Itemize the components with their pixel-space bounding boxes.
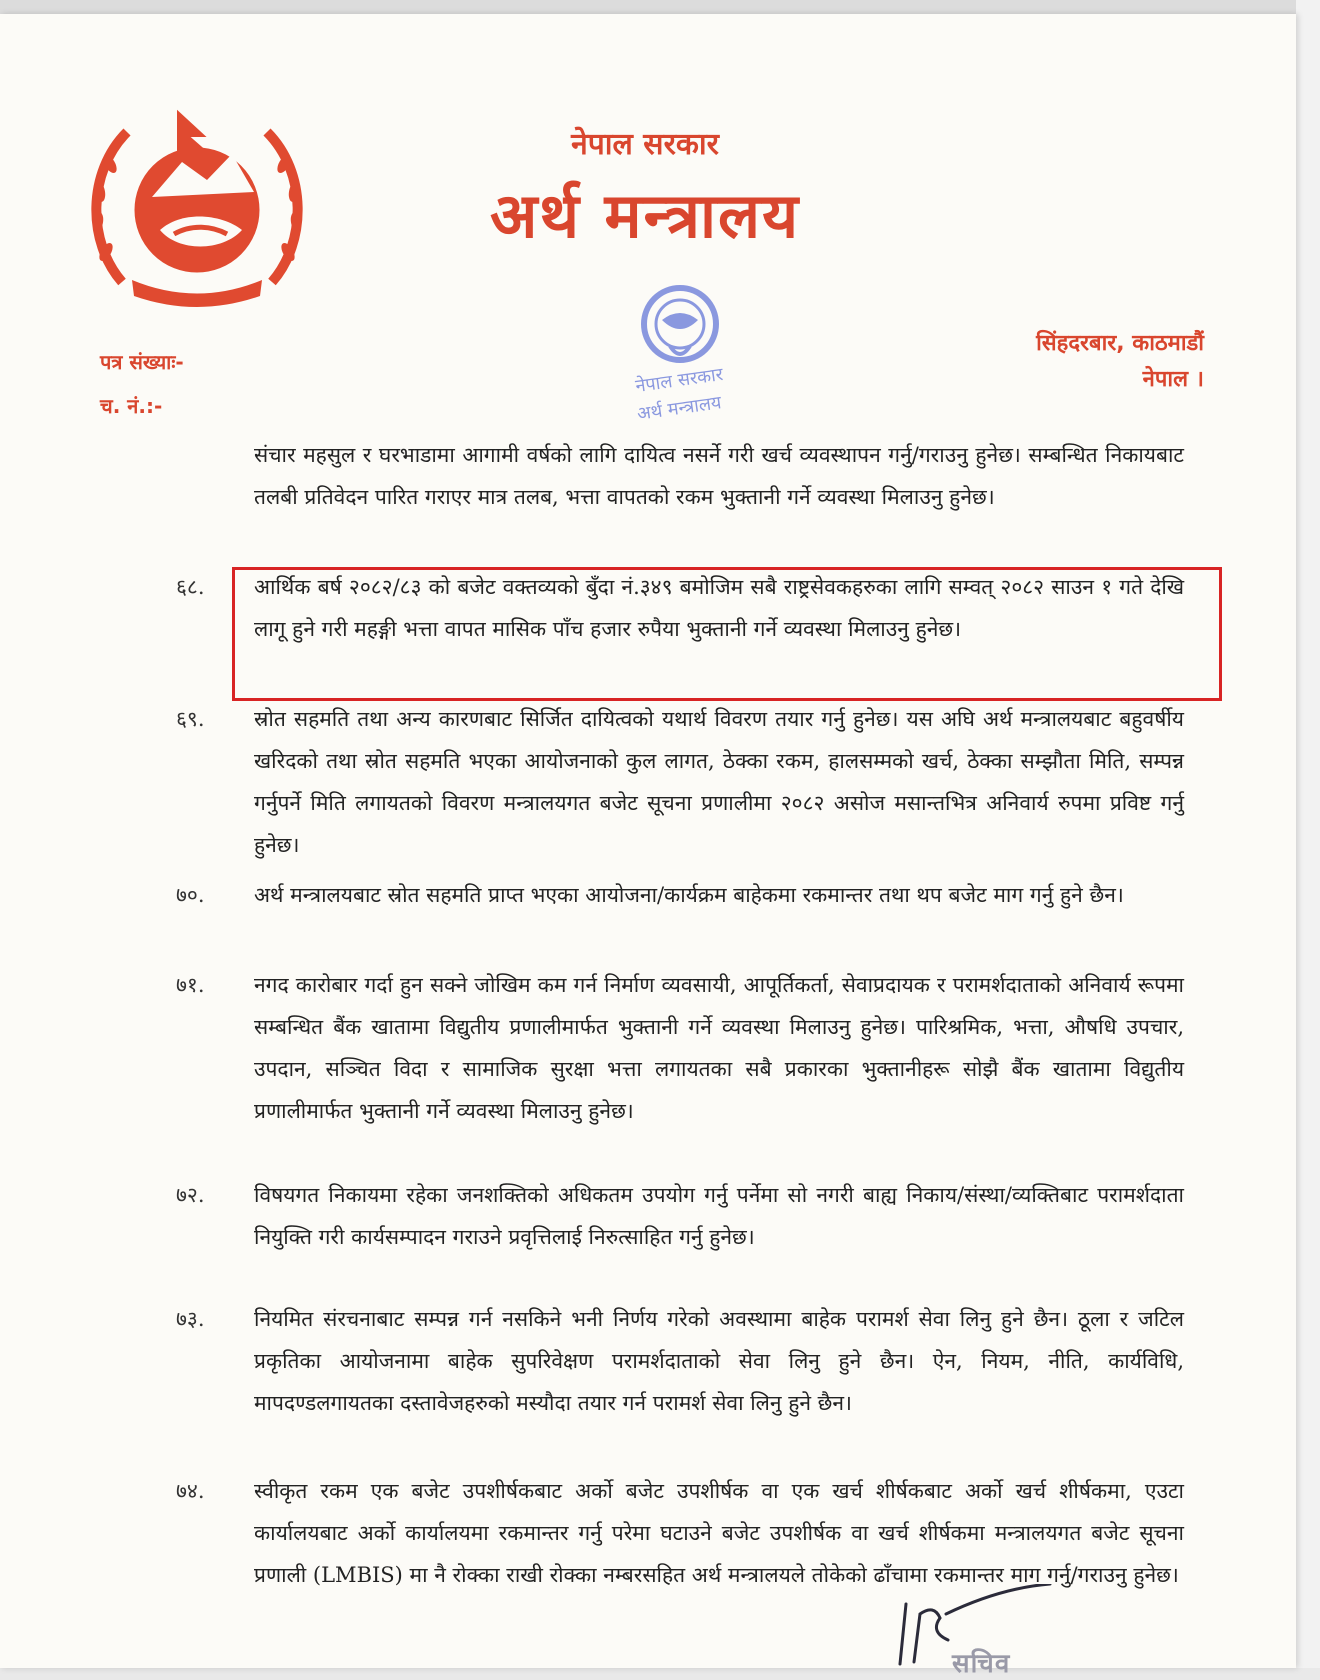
letter-page [0,14,1296,1679]
ministry-title: अर्थ मन्त्रालय [489,179,801,252]
item-number: ७४. [176,1479,205,1503]
item-text: आर्थिक बर्ष २०८२/८३ को बजेट वक्तव्यको बुँदा नं.३४९ बमोजिम सबै राष्ट्रसेवकहरुका लागि सम्वत् २०८२ साउन १ गते देखि लागू हुने गरी महङ्गी भत्ता वापत मासिक पाँच हजार रुपैया भुक्तानी गर्ने व्यवस्था मिलाउनु हुनेछ। [254,575,1184,641]
item-number: ६८. [176,575,205,599]
government-title: नेपाल सरकार [571,127,719,162]
signature-designation: सचिव [952,1649,1011,1679]
address-line-2: नेपाल । [1142,367,1204,392]
item-number: ७३. [176,1307,205,1331]
item-number: ६९. [176,707,205,731]
scan-right-edge [1296,0,1320,1668]
item-number: ७०. [176,883,205,907]
item-text: स्रोत सहमति तथा अन्य कारणबाट सिर्जित दायित्वको यथार्थ विवरण तयार गर्नु हुनेछ। यस अघि अर्थ मन्त्रालयबाट बहुवर्षीय खरिदको तथा स्रोत सहमति भएका आयोजनाको कुल लागत, ठेक्का रकम, हालसम्मको खर्च, ठेक्का सम्झौता मिति, सम्पन्न गर्नुपर्ने मिति लगायतको विवरण मन्त्रालयगत बजेट सूचना प्रणालीमा २०८२ असोज मसान्तभित्र अनिवार्य रुपमा प्रविष्ट गर्नु हुनेछ। [254,707,1184,857]
item-text: विषयगत निकायमा रहेका जनशक्तिको अधिकतम उपयोग गर्नु पर्नेमा सो नगरी बाह्य निकाय/संस्था/व्यक्तिबाट परामर्शदाता नियुक्ति गरी कार्यसम्पादन गराउने प्रवृत्तिलाई निरुत्साहित गर्नु हुनेछ। [254,1183,1184,1249]
item-text: स्वीकृत रकम एक बजेट उपशीर्षकबाट अर्को बजेट उपशीर्षक वा एक खर्च शीर्षकबाट अर्को खर्च शीर्षकमा, एउटा कार्यालयबाट अर्को कार्यालयमा रकमान्तर गर्नु परेमा घटाउने बजेट उपशीर्षक वा खर्च शीर्षकमा मन्त्रालयगत बजेट सूचना प्रणाली (LMBIS) मा नै रोक्का राखी रोक्का नम्बरसहित अर्थ मन्त्रालयले तोकेको ढाँचामा रकमान्तर माग गर्नु/गराउनु हुनेछ। [254,1479,1184,1587]
address-block [1036,326,1204,398]
ministry-seal-stamp [600,276,760,436]
item-text: नगद कारोबार गर्दा हुन सक्ने जोखिम कम गर्न निर्माण व्यवसायी, आपूर्तिकर्ता, सेवाप्रदायक र परामर्शदाताको अनिवार्य रूपमा सम्बन्धित बैंक खातामा विद्युतीय प्रणालीमार्फत भुक्तानी गर्ने व्यवस्था मिलाउनु हुनेछ। पारिश्रमिक, भत्ता, औषधि उपचार, उपदान, सञ्चित विदा र सामाजिक सुरक्षा भत्ता लगायतका सबै प्रकारका भुक्तानीहरू सोझै बैंक खातामा विद्युतीय प्रणालीमार्फत भुक्तानी गर्ने व्यवस्था मिलाउनु हुनेछ। [254,973,1184,1123]
dispatch-number-label: च. नं.:- [100,394,163,418]
address-line-1: सिंहदरबार, काठमाडौं [1036,331,1204,356]
letter-number-label: पत्र संख्याः- [100,350,184,374]
item-number: ७१. [176,973,205,997]
seal-text-line-1: नेपाल सरकार [634,364,725,398]
item-number: ७२. [176,1183,205,1207]
nepal-emblem-icon [82,102,312,307]
seal-text-line-2: अर्थ मन्त्रालय [635,392,723,425]
item-text: नियमित संरचनाबाट सम्पन्न गर्न नसकिने भनी निर्णय गरेको अवस्थामा बाहेक परामर्श सेवा लिनु हुने छैन। ठूला र जटिल प्रकृतिका आयोजनामा बाहेक सुपरिवेक्षण परामर्शदाताको सेवा लिनु हुने छैन। ऐन, नियम, नीति, कार्यविधि, मापदण्डलगायतका दस्तावेजहरुको मस्यौदा तयार गर्न परामर्श सेवा लिनु हुने छैन। [254,1307,1184,1415]
item-text: अर्थ मन्त्रालयबाट स्रोत सहमति प्राप्त भएका आयोजना/कार्यक्रम बाहेकमा रकमान्तर तथा थप बजेट माग गर्नु हुने छैन। [254,883,1124,907]
intro-paragraph: संचार महसुल र घरभाडामा आगामी वर्षको लागि दायित्व नसर्ने गरी खर्च व्यवस्थापन गर्नु/गराउनु हुनेछ। सम्बन्धित निकायबाट तलबी प्रतिवेदन पारित गराएर मात्र तलब, भत्ता वापतको रकम भुक्तानी गर्ने व्यवस्था मिलाउनु हुनेछ। [254,443,1184,509]
scan-top-edge [0,0,1320,14]
